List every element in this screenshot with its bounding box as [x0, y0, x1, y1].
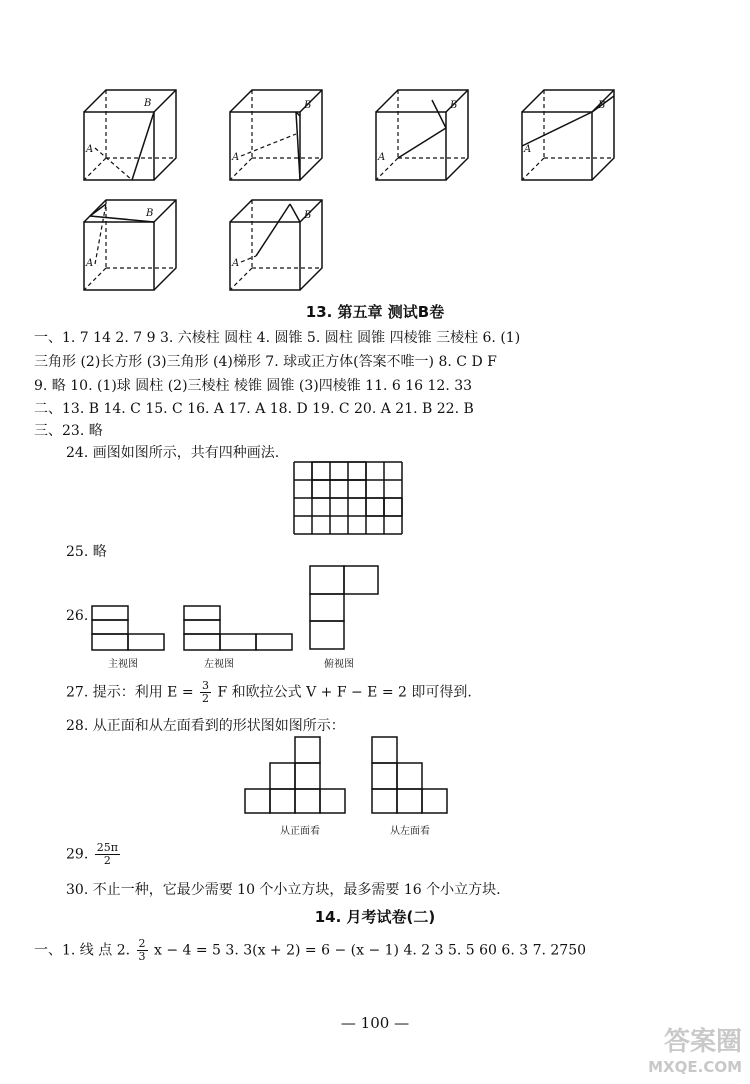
cube-figure-3 — [372, 86, 482, 186]
section-14-line-1-part-1: 一、1. 线 点 2. — [34, 942, 131, 959]
fraction-numerator: 3 — [202, 679, 210, 692]
fraction-denominator: 2 — [103, 854, 111, 867]
answer-24: 24. 画图如图所示，共有四种画法. — [66, 445, 280, 461]
section-14-title: 14. 月考试卷(二) — [314, 908, 436, 926]
label-b: B — [598, 100, 606, 111]
label-a: A — [378, 152, 386, 163]
cube-figure-4 — [518, 86, 628, 186]
caption-left-view: 左视图 — [204, 659, 234, 670]
caption-front-view: 主视图 — [108, 659, 138, 670]
answer-line-1: 一、1. 7 14 2. 7 9 3. 六棱柱 圆柱 4. 圆锥 5. 圆柱 圆锥 四棱锥 三棱柱 6. (1) — [34, 330, 521, 346]
watermark-url: MXQE.COM — [648, 1058, 742, 1076]
section-14-line-1-part-2: x − 4 = 5 3. 3(x + 2) = 6 − (x − 1) 4. 2 3 5. 5 60 6. 3 7. 2750 — [153, 942, 587, 959]
answer-30: 30. 不止一种，它最少需要 10 个小立方块，最多需要 16 个小立方块. — [66, 882, 501, 898]
answer-28: 28. 从正面和从左面看到的形状图如图所示： — [66, 718, 345, 734]
label-b: B — [304, 210, 312, 221]
from-left-figure — [372, 737, 452, 815]
fraction-denominator: 3 — [138, 950, 146, 963]
answer-line-5: 三、23. 略 — [34, 423, 103, 439]
fraction-3-2 — [200, 680, 211, 705]
cube-figure-6 — [226, 196, 336, 296]
fraction-numerator: 2 — [138, 937, 146, 950]
answer-line-4: 二、13. B 14. C 15. C 16. A 17. A 18. D 19. C 20. A 21. B 22. B — [34, 401, 474, 417]
answer-29 — [66, 842, 122, 867]
caption-top-view: 俯视图 — [324, 659, 354, 670]
label-a: A — [86, 144, 94, 155]
label-a: A — [232, 258, 240, 269]
caption-from-left: 从左面看 — [390, 826, 430, 837]
watermark-logo: 答案圈 — [663, 1027, 742, 1057]
top-view-figure — [310, 566, 382, 652]
watermark — [648, 1021, 742, 1076]
label-a: A — [232, 152, 240, 163]
page-number: — 100 — — [340, 1014, 410, 1032]
fraction-denominator: 2 — [202, 692, 210, 705]
answer-27-part-1: 27. 提示：利用 E = — [66, 684, 194, 701]
fraction-2-3 — [137, 938, 148, 963]
front-view-figure — [92, 606, 168, 652]
label-a: A — [86, 258, 94, 269]
cube-figure-5 — [80, 196, 190, 296]
answer-line-2: 三角形 (2)长方形 (3)三角形 (4)梯形 7. 球或正方体(答案不唯一) 8. C D F — [34, 354, 497, 370]
answer-27-part-2: F 和欧拉公式 V + F − E = 2 即可得到. — [217, 684, 472, 701]
answer-26: 26. — [66, 608, 89, 624]
label-b: B — [146, 208, 154, 219]
label-a: A — [524, 144, 532, 155]
grid-figure-24 — [294, 462, 406, 538]
label-b: B — [450, 100, 458, 111]
answer-25: 25. 略 — [66, 544, 107, 560]
answer-29-label: 29. — [66, 846, 89, 863]
section-14-line-1 — [34, 938, 586, 963]
fraction-numerator: 25π — [96, 841, 118, 854]
cube-figure-2 — [226, 86, 336, 186]
section-13-title: 13. 第五章 测试B卷 — [305, 303, 445, 321]
label-b: B — [144, 98, 152, 109]
fraction-25pi-2 — [95, 842, 120, 867]
answer-line-3: 9. 略 10. (1)球 圆柱 (2)三棱柱 棱锥 圆锥 (3)四棱锥 11. 6 16 12. 33 — [34, 378, 473, 394]
cube-figure-1 — [80, 86, 190, 186]
from-front-figure — [245, 737, 349, 815]
label-b: B — [304, 100, 312, 111]
left-view-figure — [184, 606, 296, 652]
answer-27 — [66, 680, 472, 705]
caption-from-front: 从正面看 — [280, 826, 320, 837]
